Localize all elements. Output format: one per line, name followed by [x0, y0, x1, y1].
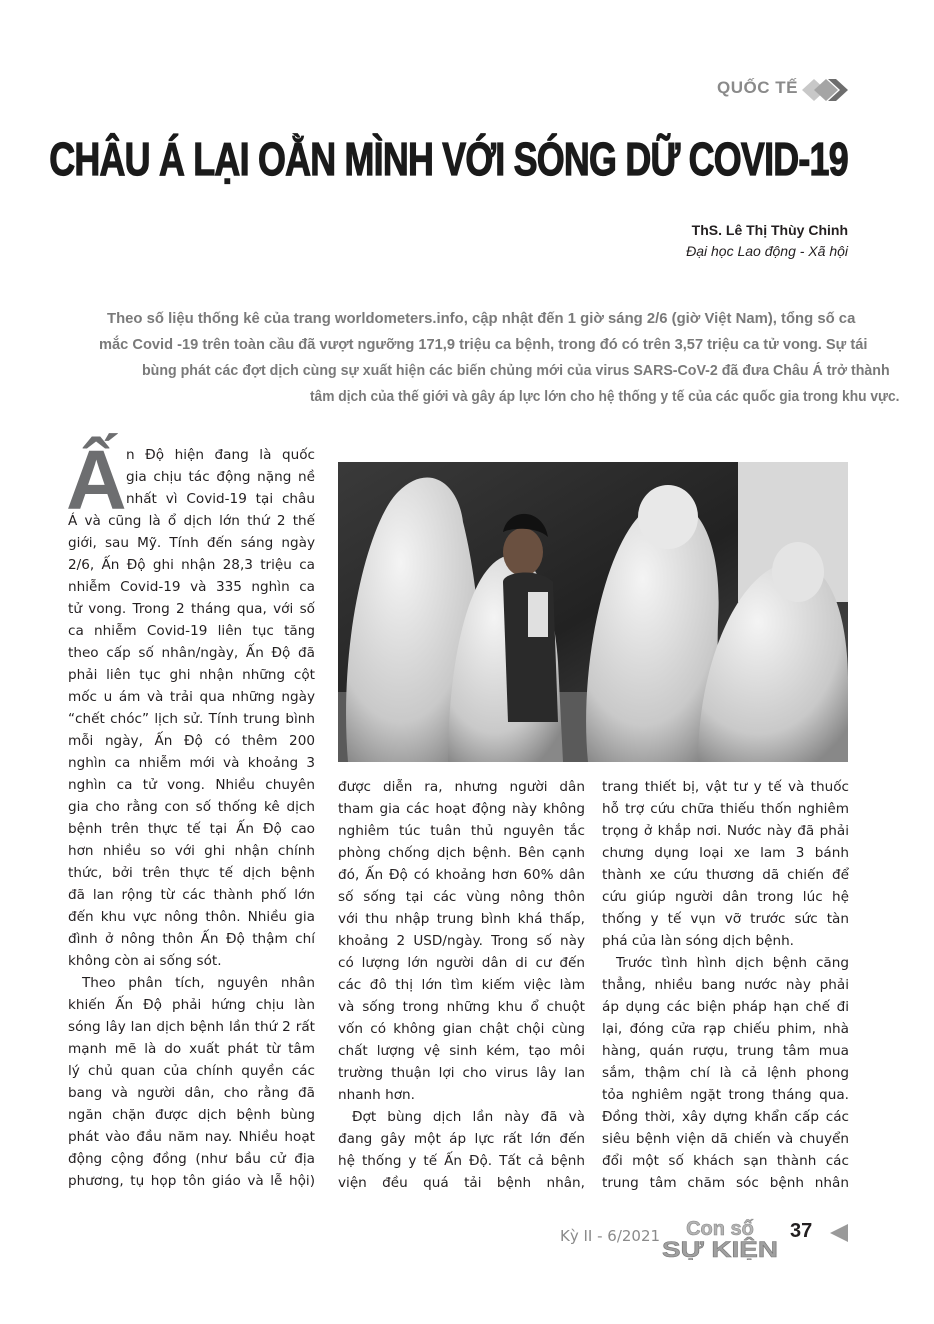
- text-line: số sống tại các vùng nông thôn: [338, 889, 585, 905]
- text-line: với thu nhập trung bình khá thấp,: [338, 911, 585, 927]
- text-line: siêu bệnh viện dã chiến và chuyển: [602, 1131, 849, 1147]
- triangle-left-icon: [828, 1222, 850, 1244]
- svg-text:Con số: Con số: [686, 1218, 754, 1240]
- text-line: động cộng đồng (như bầu cử địa: [68, 1151, 315, 1167]
- text-line: phát vào đầu năm nay. Nhiều hoạt: [68, 1129, 315, 1145]
- text-line: và sống trong những khu ổ chuột: [338, 999, 585, 1015]
- text-line: nghìn ca tử vong. Nhiều chuyên: [68, 777, 315, 793]
- text-line: lý chủ quan của chính quyền các: [68, 1063, 315, 1079]
- text-line: đình ở nông thôn Ấn Độ thậm chí: [68, 931, 315, 947]
- abstract-line: tâm dịch của thế giới và gây áp lực lớn cho hệ thống y tế của các quốc gia trong khu vực.: [309, 388, 900, 405]
- text-line: ca nhiễm Covid-19 liên tục tăng: [68, 623, 315, 639]
- text-line: mỗi ngày, Ấn Độ có thêm 200: [68, 733, 315, 749]
- text-line: ngăn chặn được dịch bệnh bùng: [68, 1107, 315, 1123]
- text-line: Á và cũng là ổ dịch lớn thứ 2 thế: [68, 513, 315, 529]
- text-line: đã lan rộng từ các thành phố lớn: [68, 887, 315, 903]
- text-line: sóng lây lan dịch bệnh lần thứ 2 rất: [68, 1019, 315, 1035]
- text-line: thống y tế vụn vỡ trước sức tàn: [602, 911, 849, 927]
- section-label: QUỐC TẾ: [717, 78, 798, 97]
- text-line: n Độ hiện đang là quốc: [126, 447, 315, 463]
- text-line: hỗ trợ cứu chữa thiếu thốn nghiêm: [602, 801, 849, 817]
- article-title: CHÂU Á LẠI OẰN MÌNH VỚI SÓNG DỮ COVID-19: [49, 133, 848, 185]
- text-line: khoảng 2 USD/ngày. Trong số này: [338, 933, 585, 949]
- text-line: chưng dụng loại xe lam 3 bánh: [602, 845, 849, 861]
- text-line: đó, Ấn Độ có khoảng hơn 60% dân: [338, 867, 585, 883]
- text-line: trọng ở khắp nơi. Nước này đã phải: [602, 823, 849, 839]
- text-line: thẳng, nhiều bang nước này phải: [602, 977, 849, 993]
- text-line: nghìn ca nhiễm mới và khoảng 3: [68, 755, 315, 771]
- text-line: thành xe cứu thương dã chiến để: [602, 867, 849, 883]
- issue-label: Kỳ II - 6/2021: [560, 1227, 661, 1245]
- double-chevron-right-icon: [800, 78, 850, 102]
- text-column-3: [602, 779, 849, 1197]
- text-line: sắm, thậm chí là cả lệnh phong: [602, 1065, 849, 1081]
- text-line: chất lượng vệ sinh kém, tạo môi: [338, 1043, 585, 1059]
- text-line: thức, bởi trên thực tế dịch bệnh: [68, 865, 315, 881]
- text-line: áp dụng các biện pháp hạn chế đi: [602, 999, 849, 1015]
- article-photo: [338, 462, 848, 762]
- text-line: phương, tụ họp tôn giáo và lễ hội): [68, 1173, 315, 1189]
- svg-text:SỰ KIỆN: SỰ KIỆN: [662, 1237, 778, 1260]
- text-column-1: [68, 447, 315, 1195]
- text-line: viện đều quá tải bệnh nhân,: [338, 1175, 585, 1191]
- text-line: đang gây một áp lực rất lớn đến: [338, 1131, 585, 1147]
- text-line: Trước tình hình dịch bệnh căng: [616, 955, 849, 971]
- text-line: cứu giúp người dân trong lúc hệ: [602, 889, 849, 905]
- text-line: “chết chóc” lịch sử. Tính trung bình: [68, 711, 315, 727]
- abstract-line: Theo số liệu thống kê của trang worldometers.info, cập nhật đến 1 giờ sáng 2/6 (giờ Việt Nam), tổng số ca: [107, 310, 856, 327]
- text-line: tử vong. Trong 2 tháng qua, với số: [68, 601, 315, 617]
- text-line: phá của làn sóng dịch bệnh.: [602, 933, 795, 949]
- text-line: tham gia các hoạt động này không: [338, 801, 585, 817]
- text-line: được diễn ra, nhưng người dân: [338, 779, 585, 795]
- text-line: Theo phân tích, nguyên nhân: [82, 975, 315, 991]
- text-line: đổi một số khách sạn thành các: [602, 1153, 849, 1169]
- text-line: mạnh mẽ là do xuất phát từ tâm: [68, 1041, 315, 1057]
- text-line: phải liên tục ghi nhận những cột: [68, 667, 315, 683]
- text-line: 2/6, Ấn Độ ghi nhận 28,3 triệu ca: [68, 557, 315, 573]
- text-line: bang và người dân, cho rằng đã: [68, 1085, 315, 1101]
- text-line: hàng, quán rượu, trung tâm mua: [602, 1043, 849, 1059]
- text-line: Đồng thời, xây dựng khẩn cấp các: [602, 1109, 849, 1125]
- text-line: hệ thống y tế Ấn Độ. Tất cả bệnh: [338, 1153, 585, 1169]
- abstract-line: bùng phát các đợt dịch cùng sự xuất hiện các biến chủng mới của virus SARS-CoV-2 đã đưa Châu Á trở thành: [141, 362, 890, 379]
- text-line: trang thiết bị, vật tư y tế và thuốc: [602, 779, 849, 795]
- text-line: khiến Ấn Độ phải hứng chịu làn: [68, 997, 315, 1013]
- page-number: 37: [790, 1220, 813, 1242]
- text-line: lại, đóng cửa rạp chiếu phim, nhà: [602, 1021, 849, 1037]
- text-line: trung tâm chăm sóc bệnh nhân: [602, 1175, 849, 1191]
- magazine-logo: [660, 1216, 780, 1260]
- text-line: gia chịu tác động nặng nề: [126, 469, 315, 485]
- author-affiliation: Đại học Lao động - Xã hội: [686, 243, 848, 259]
- author-name: ThS. Lê Thị Thùy Chinh: [691, 222, 848, 238]
- text-line: nghiêm túc tuân thủ nguyên tắc: [338, 823, 585, 839]
- text-line: vốn có không gian chật chội cùng: [338, 1021, 585, 1037]
- drop-cap: Ấ: [66, 433, 127, 527]
- text-line: Đợt bùng dịch lần này đã và: [352, 1109, 585, 1125]
- text-line: đến khu vực nông thôn. Nhiều gia: [68, 909, 315, 925]
- text-column-2: [338, 779, 585, 1197]
- text-line: nhiễm Covid-19 và 335 nghìn ca: [68, 579, 315, 595]
- text-line: tỏa nghiêm ngặt trong tháng qua.: [602, 1087, 849, 1103]
- text-line: các đô thị lớn tìm kiếm việc làm: [338, 977, 585, 993]
- abstract-line: mắc Covid -19 trên toàn cầu đã vượt ngưỡng 171,9 triệu ca bệnh, trong đó có trên 3,57 triệu ca tử vong. Sự tái: [99, 336, 868, 353]
- text-line: nhất vì Covid-19 tại châu: [126, 491, 315, 507]
- text-line: không còn ai sống sót.: [68, 953, 222, 969]
- text-line: theo cấp số nhân/ngày, Ấn Độ đã: [68, 645, 315, 661]
- text-line: bệnh trên thực tế tại Ấn Độ cao: [68, 821, 315, 837]
- text-line: có lượng lớn người dân di cư đến: [338, 955, 585, 971]
- text-line: phòng chống dịch bệnh. Bên cạnh: [338, 845, 585, 861]
- text-line: giới, sau Mỹ. Tính đến sáng ngày: [68, 535, 315, 551]
- text-line: gia cho rằng con số thống kê dịch: [68, 799, 315, 815]
- text-line: nhanh hơn.: [338, 1087, 415, 1103]
- text-line: mốc u ám và trải qua những ngày: [68, 689, 315, 705]
- text-line: hơn nhiều so với ghi nhận chính: [68, 843, 315, 859]
- text-line: trường thuận lợi cho virus lây lan: [338, 1065, 585, 1081]
